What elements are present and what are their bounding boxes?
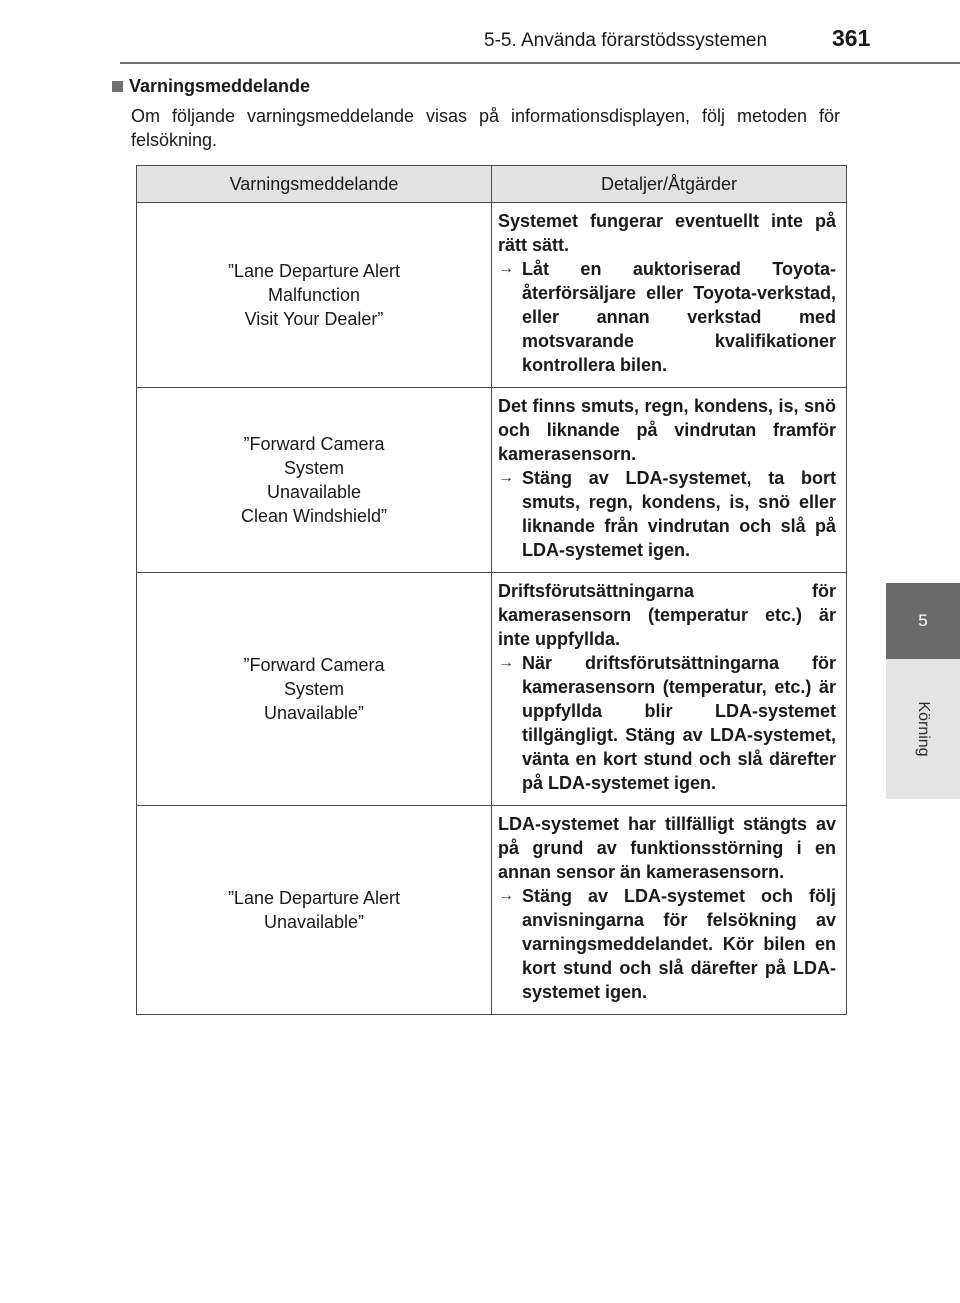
arrow-right-icon: → (498, 260, 514, 277)
cause-text: Det finns smuts, regn, kondens, is, snö och liknande på vindrutan framför kamerasensorn. (498, 396, 836, 464)
header-divider (120, 62, 960, 64)
details-cell (492, 203, 847, 388)
message-line: ”Lane Departure Alert (227, 888, 401, 908)
warning-message-cell (137, 388, 492, 573)
section-heading (112, 76, 310, 97)
message-line: System (283, 458, 344, 478)
details-cell (492, 573, 847, 806)
cause-text: Systemet fungerar eventuellt inte på rätt sätt. (498, 211, 836, 255)
action-item (498, 884, 836, 1004)
message-line: ”Forward Camera (243, 434, 385, 454)
details-cell (492, 806, 847, 1015)
message-line: Unavailable (266, 482, 362, 502)
message-line: System (283, 679, 344, 699)
square-bullet-icon (112, 81, 123, 92)
action-item (498, 466, 836, 562)
message-line: Visit Your Dealer” (244, 309, 384, 329)
table-row (137, 203, 847, 388)
warning-message-cell (137, 806, 492, 1015)
action-text: Låt en auktoriserad Toyota-återförsäljare eller Toyota-verkstad, eller annan verkstad med motsvarande kvalifikationer kontrollera bilen. (522, 259, 836, 375)
message-line: ”Forward Camera (243, 655, 385, 675)
page-number: 361 (832, 25, 871, 51)
table-header-row (137, 166, 847, 203)
cause-text: Driftsförutsättningarna för kamerasensorn (temperatur etc.) är inte uppfyllda. (498, 581, 836, 649)
details-cell (492, 388, 847, 573)
column-header-details: Detaljer/Åtgärder (492, 166, 847, 203)
chapter-label: Körning (915, 701, 932, 757)
intro-paragraph: Om följande varningsmeddelande visas på informationsdisplayen, följ metoden för felsökning. (131, 106, 840, 150)
column-header-message: Varningsmeddelande (137, 166, 492, 203)
table-row (137, 388, 847, 573)
message-line: Unavailable” (263, 912, 365, 932)
chapter-tab (886, 583, 960, 659)
section-heading-text: Varningsmeddelande (129, 76, 311, 96)
action-text: Stäng av LDA-systemet, ta bort smuts, regn, kondens, is, snö eller liknande från vindrutan och slå på LDA-systemet igen. (522, 468, 836, 560)
action-text: Stäng av LDA-systemet och följ anvisningarna för felsökning av varningsmeddelandet. Kör bilen en kort stund och slå därefter på LDA-systemet igen. (522, 886, 836, 1002)
arrow-right-icon: → (498, 469, 514, 486)
action-item (498, 651, 836, 795)
message-line: Malfunction (267, 285, 361, 305)
running-header-section: 5-5. Använda förarstödssystemen (484, 30, 768, 51)
cause-text: LDA-systemet har tillfälligt stängts av på grund av funktionsstörning i en annan sensor än kamerasensorn. (498, 814, 836, 882)
warning-table (136, 165, 847, 1015)
message-line: Unavailable” (263, 703, 365, 723)
action-item (498, 257, 836, 377)
table-row (137, 806, 847, 1015)
arrow-right-icon: → (498, 887, 514, 904)
warning-message-cell (137, 203, 492, 388)
table-row (137, 573, 847, 806)
arrow-right-icon: → (498, 654, 514, 671)
chapter-number: 5 (918, 611, 928, 630)
warning-message-cell (137, 573, 492, 806)
message-line: ”Lane Departure Alert (227, 261, 401, 281)
action-text: När driftsförutsättningarna för kamerasensorn (temperatur, etc.) är uppfyllda blir LDA-systemet tillgängligt. Stäng av LDA-systemet, vänta en kort stund och slå därefter på LDA-systemet igen. (522, 653, 836, 793)
message-line: Clean Windshield” (240, 506, 388, 526)
